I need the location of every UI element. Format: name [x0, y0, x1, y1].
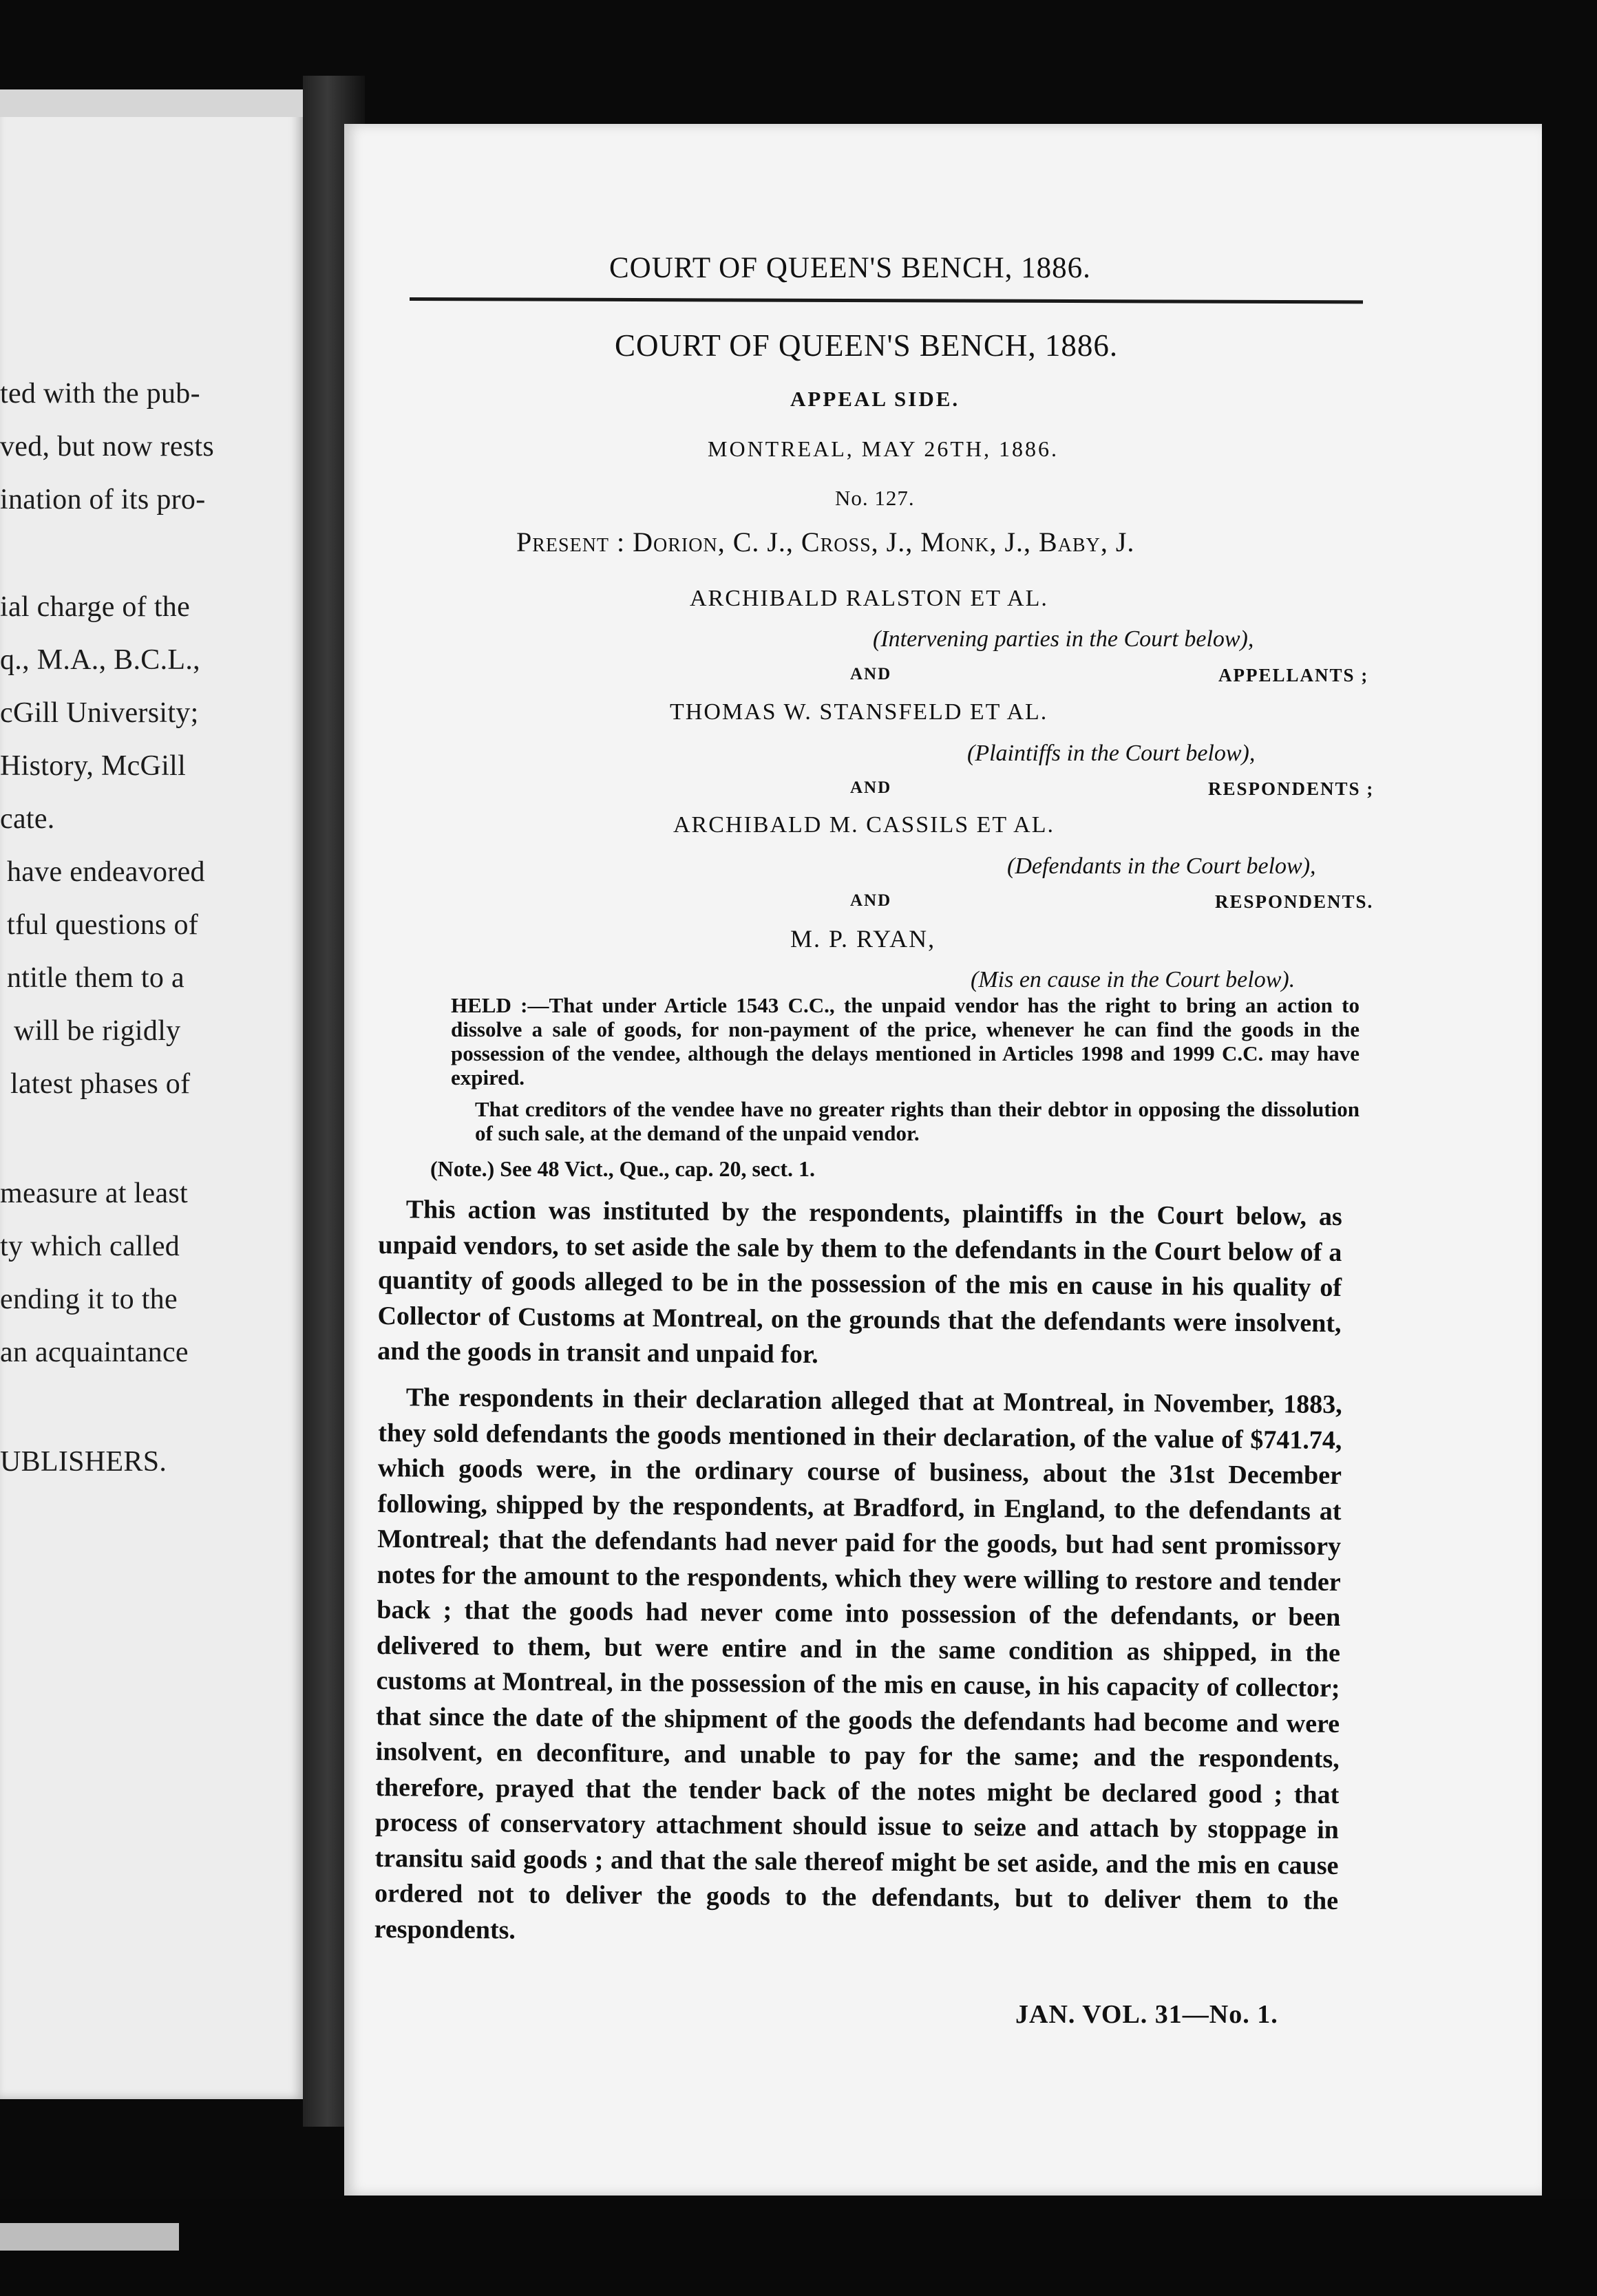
party-description: (Intervening parties in the Court below), [873, 626, 1254, 652]
and-separator: AND [850, 778, 892, 797]
left-line: cGill University; [0, 697, 199, 729]
appeal-side: APPEAL SIDE. [790, 387, 960, 411]
left-line: ved, but now rests [0, 431, 215, 463]
held-paragraph: That creditors of the vendee have no greater rights than their debtor in opposing the dissolution of such sale, at the demand of the unpaid vendor. [475, 1097, 1360, 1145]
body-paragraph: The respondents in their declaration alleged that at Montreal, in November, 1883, they sold defendants the goods mentioned in their declaration, of the value of $741.74, which goods were, in the ordinary course of business, about the 31st December following, shipped by the respondents, at Bradford, in England, to the defendants at Montreal; that the defendants had never paid for the goods, but had sent promissory notes for the amount to the respondents, which they were willing to restore and tender back ; that the goods had never come into possession of the defendants, or been delivered to them, but were entire and in the same condition as shipped, in the customs at Montreal, in the possession of the mis en cause, in his capacity of collector; that since the date of the shipment of the goods the defendants had become and were insolvent, en deconfiture, and unable to pay for the same; and the respondents, therefore, prayed that the tender back of the notes might be declared good ; that process of conservatory attachment should issue to seize and attach by stoppage in transitu said goods ; and that the sale thereof might be set aside, and the mis en cause ordered not to deliver the goods to the defendants, but to deliver them to the respondents. [374, 1383, 1342, 1945]
running-head: COURT OF QUEEN'S BENCH, 1886. [609, 252, 1091, 284]
and-separator: AND [850, 891, 892, 910]
left-line: tful questions of [7, 909, 199, 941]
party-description: (Mis en cause in the Court below). [971, 967, 1295, 992]
left-line: UBLISHERS. [0, 1446, 167, 1478]
party-name: THOMAS W. STANSFELD ET AL. [670, 699, 1048, 725]
left-line: ty which called [0, 1231, 180, 1262]
left-line: latest phases of [10, 1068, 191, 1100]
left-line: q., M.A., B.C.L., [0, 644, 200, 676]
left-line: will be rigidly [14, 1015, 181, 1047]
left-page-top-strip [0, 89, 303, 117]
left-line: cate. [0, 803, 55, 835]
page-footer: JAN. VOL. 31—No. 1. [1015, 2000, 1278, 2029]
party-name: ARCHIBALD RALSTON ET AL. [690, 586, 1048, 611]
party-name: ARCHIBALD M. CASSILS ET AL. [673, 812, 1055, 838]
left-line: measure at least [0, 1178, 189, 1209]
court-title: COURT OF QUEEN'S BENCH, 1886. [615, 328, 1119, 363]
place-date: MONTREAL, MAY 26TH, 1886. [708, 436, 1059, 461]
party-role: APPELLANTS ; [1218, 665, 1369, 685]
left-line: ted with the pub- [0, 378, 200, 410]
body-paragraph: This action was instituted by the respondents, plaintiffs in the Court below, as unpaid vendors, to set aside the sale by them to the defendants in the Court below of a quantity of goods alleged to be in the possession of the mis en cause in his quality of Collector of Customs at Montreal, on the grounds that the defendants were insolvent, and the goods in transit and unpaid for. [377, 1195, 1342, 1370]
left-line: an acquaintance [0, 1337, 189, 1368]
left-line: ination of its pro- [0, 484, 206, 515]
party-name: M. P. RYAN, [790, 925, 936, 953]
held-note: (Note.) See 48 Vict., Que., cap. 20, sect. 1. [430, 1156, 815, 1181]
party-description: (Plaintiffs in the Court below), [967, 741, 1256, 766]
party-role: RESPONDENTS ; [1208, 778, 1375, 799]
held-paragraph: HELD :—That under Article 1543 C.C., the unpaid vendor has the right to bring an action to dissolve a sale of goods, for non-payment of the price, whenever he can find the goods in the possession of the vendee, although the delays mentioned in Articles 1998 and 1999 C.C. may have expired. [451, 993, 1360, 1089]
left-line: ial charge of the [0, 591, 191, 623]
left-facing-page [0, 89, 303, 2099]
left-line: have endeavored [7, 856, 205, 888]
party-role: RESPONDENTS. [1215, 891, 1374, 912]
bottom-left-strip [0, 2223, 179, 2251]
left-line: ntitle them to a [7, 962, 184, 994]
present-judges: Present : Dorion, C. J., Cross, J., Monk, J., Baby, J. [516, 527, 1135, 557]
case-number: No. 127. [835, 486, 915, 510]
party-description: (Defendants in the Court below), [1007, 853, 1316, 879]
bottom-edge [0, 2199, 1597, 2296]
left-line: ending it to the [0, 1284, 178, 1315]
left-line: History, McGill [0, 750, 187, 782]
and-separator: AND [850, 665, 892, 683]
